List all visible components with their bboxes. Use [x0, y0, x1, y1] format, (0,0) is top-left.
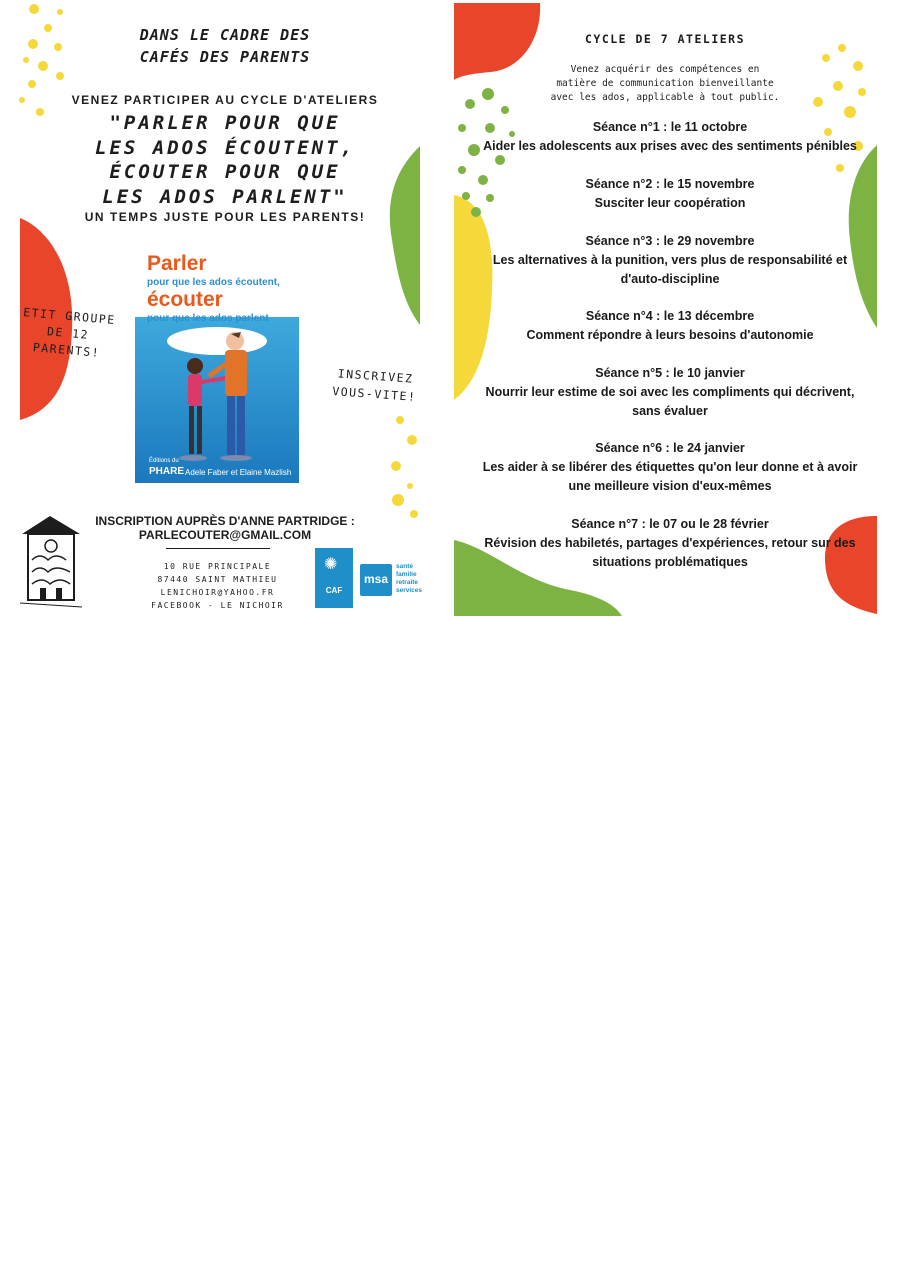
inscription-block — [95, 514, 355, 542]
session-3 — [456, 232, 884, 289]
msa-text: msa — [363, 572, 389, 586]
msa-logo — [360, 564, 392, 596]
session-2-desc: Susciter leur coopération — [594, 196, 746, 210]
group-line-2: DE 12 — [46, 324, 90, 342]
address-city: 87440 SAINT MATHIEU — [157, 575, 278, 584]
session-7-desc-2: situations problématiques — [592, 555, 748, 569]
small-group-note — [16, 304, 120, 364]
intro-line-1: Venez acquérir des compétences en — [570, 64, 760, 75]
msa-line-1: santé — [396, 563, 413, 570]
intro-line-3: avec les ados, applicable à tout public. — [550, 92, 780, 103]
cycle-title: CYCLE DE 7 ATELIERS — [584, 32, 746, 46]
book-authors: Adele Faber et Elaine Mazlish — [185, 468, 292, 477]
intro-block — [500, 63, 830, 105]
header-line-1: DANS LE CADRE DES — [139, 26, 311, 44]
group-line-1: ETIT GROUPE — [22, 305, 117, 328]
session-3-desc-1: Les alternatives à la punition, vers plus de responsabilité et — [492, 253, 848, 267]
book-title-ecouter: écouter — [147, 288, 223, 311]
address-street: 10 RUE PRINCIPALE — [163, 562, 272, 571]
title-line-4: LES ADOS PARLENT" — [102, 185, 348, 208]
session-5-head: Séance n°5 : le 10 janvier — [595, 366, 745, 380]
session-6 — [456, 439, 884, 496]
book-title-parler: Parler — [147, 252, 207, 275]
title-line-1: "PARLER POUR QUE — [109, 112, 341, 134]
publisher-name: PHARE — [149, 466, 185, 477]
header-line-2: CAFÉS DES PARENTS — [139, 48, 311, 66]
address-facebook[interactable]: FACEBOOK - LE NICHOIR — [151, 601, 284, 610]
msa-line-2: famille — [396, 571, 417, 578]
session-2-head: Séance n°2 : le 15 novembre — [585, 177, 755, 191]
book-illustration — [135, 246, 299, 483]
session-1 — [456, 118, 884, 156]
header-block — [120, 24, 330, 68]
msa-line-4: services — [396, 587, 423, 594]
address-block — [140, 560, 295, 612]
signup-note — [324, 364, 426, 407]
session-6-head: Séance n°6 : le 24 janvier — [595, 441, 745, 455]
caf-emblem-icon: ✺ — [324, 554, 338, 573]
session-4-head: Séance n°4 : le 13 décembre — [585, 309, 755, 323]
session-7-desc-1: Révision des habiletés, partages d'expériences, retour sur des — [484, 536, 856, 550]
msa-line-3: retraite — [396, 579, 419, 586]
book-subtitle-2: pour que les ados parlent — [147, 313, 269, 324]
session-7-head: Séance n°7 : le 07 ou le 28 février — [571, 517, 769, 531]
session-5 — [456, 364, 884, 421]
book-cover — [135, 246, 299, 483]
invite-text: VENEZ PARTICIPER AU CYCLE D'ATELIERS — [71, 93, 379, 107]
signup-line-1: INSCRIVEZ — [337, 366, 414, 386]
caf-text: CAF — [325, 586, 343, 595]
caf-logo — [315, 548, 353, 608]
session-7 — [456, 515, 884, 572]
signup-line-2: VOUS-VITE! — [331, 384, 417, 404]
title-line-2: LES ADOS ÉCOUTENT, — [95, 136, 355, 159]
session-1-desc: Aider les adolescents aux prises avec des sentiments pénibles — [483, 139, 857, 153]
session-3-desc-2: d'auto-discipline — [620, 272, 720, 286]
title-line-3: ÉCOUTER POUR QUE — [109, 161, 341, 183]
workshop-title — [40, 111, 410, 209]
session-3-head: Séance n°3 : le 29 novembre — [585, 234, 755, 248]
session-5-desc-2: sans évaluer — [632, 404, 708, 418]
inscription-line-1: INSCRIPTION AUPRÈS D'ANNE PARTRIDGE : — [95, 514, 355, 528]
divider — [166, 548, 270, 549]
session-4 — [456, 307, 884, 345]
group-line-3: PARENTS! — [32, 340, 101, 360]
session-1-head: Séance n°1 : le 11 octobre — [592, 120, 748, 134]
session-2 — [456, 175, 884, 213]
intro-line-2: matière de communication bienveillante — [556, 78, 774, 89]
subtitle: UN TEMPS JUSTE POUR LES PARENTS! — [84, 210, 366, 224]
session-5-desc-1: Nourrir leur estime de soi avec les compliments qui décrivent, — [485, 385, 855, 399]
session-6-desc-1: Les aider à se libérer des étiquettes qu'on leur donne et à avoir — [482, 460, 858, 474]
session-4-desc: Comment répondre à leurs besoins d'autonomie — [526, 328, 814, 342]
msa-tagline — [396, 563, 422, 595]
session-6-desc-2: une meilleure vision d'eux-mêmes — [568, 479, 772, 493]
address-email[interactable]: LENICHOIR@YAHOO.FR — [160, 588, 275, 597]
inscription-email[interactable]: PARLECOUTER@GMAIL.COM — [138, 528, 312, 542]
book-subtitle-1: pour que les ados écoutent, — [147, 277, 280, 288]
publisher-small: Éditions du — [149, 458, 179, 464]
